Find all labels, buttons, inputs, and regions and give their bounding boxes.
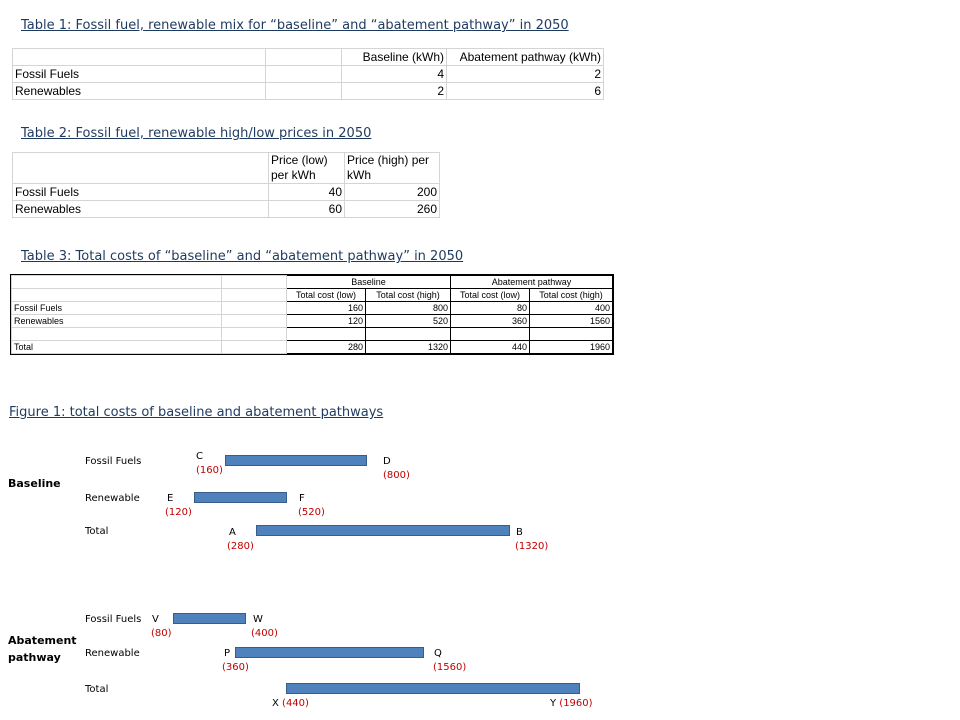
bar-baseline-total [256,525,510,536]
table1-header-abatement: Abatement pathway (kWh) [447,49,604,66]
table3-subheader: Total cost (low) [287,289,366,302]
point-w-letter: W [253,614,263,625]
point-v-letter: V [152,614,159,625]
point-c-letter: C [196,451,203,462]
table3-group-abatement: Abatement pathway [451,276,613,289]
point-p-letter: P [224,648,231,659]
point-f-letter: F [299,493,305,504]
baseline-renewable-label: Renewable [85,493,140,504]
point-a-letter: A [229,527,236,538]
table2 [12,152,440,218]
table3-cell: 120 [287,315,366,328]
table2-row-label: Fossil Fuels [13,184,269,201]
table2-header-high-line1: Price (high) per [347,153,430,167]
bar-abatement-total [286,683,580,694]
table3-cell: 800 [366,302,451,315]
table1-cell: 4 [342,66,447,83]
abatement-fossil-label: Fossil Fuels [85,614,142,625]
point-q-value: (1560) [433,662,467,673]
table2-header-high-line2: kWh [347,168,371,182]
point-x-letter: X [272,698,279,709]
table2-header-low-line1: Price (low) [271,153,328,167]
table3-row-label: Renewables [12,315,222,328]
table3-cell: 80 [451,302,530,315]
table3-total-cell: 1320 [366,341,451,354]
table2-row-label: Renewables [13,201,269,218]
point-p-value: (360) [222,662,249,673]
table2-cell: 200 [345,184,440,201]
table-row [13,83,604,100]
bar-abatement-renewable [235,647,424,658]
table2-header-high [345,153,440,184]
baseline-fossil-label: Fossil Fuels [85,456,142,467]
baseline-total-label: Total [85,526,109,537]
table1-cell: 6 [447,83,604,100]
table3-cell: 400 [530,302,613,315]
point-d-value: (800) [383,470,410,481]
table-row [12,276,613,289]
point-f-value: (520) [298,507,325,518]
table2-cell: 40 [269,184,345,201]
point-c-value: (160) [196,465,223,476]
table1-cell: 2 [447,66,604,83]
table3-subheader: Total cost (low) [451,289,530,302]
point-v-value: (80) [151,628,172,639]
abatement-group-label-line2: pathway [8,651,61,664]
table3 [11,275,613,354]
point-x [272,698,309,709]
table3-cell: 160 [287,302,366,315]
table-row [12,328,613,341]
table-row [13,153,440,184]
point-x-value: (440) [282,698,309,709]
bar-abatement-fossil [173,613,246,624]
table1-cell: 2 [342,83,447,100]
point-d-letter: D [383,456,391,467]
point-q-letter: Q [434,648,442,659]
baseline-group-label: Baseline [8,477,61,490]
point-b-letter: B [516,527,523,538]
table3-total-cell: 1960 [530,341,613,354]
table-row [12,341,613,354]
table1-row-label: Fossil Fuels [13,66,266,83]
table3-cell: 520 [366,315,451,328]
table3-row-label: Fossil Fuels [12,302,222,315]
table2-caption: Table 2: Fossil fuel, renewable high/low prices in 2050 [21,126,372,141]
table3-cell: 1560 [530,315,613,328]
bar-baseline-fossil [225,455,367,466]
table-row [12,315,613,328]
table3-cell: 360 [451,315,530,328]
table-row [13,49,604,66]
table-row [13,66,604,83]
point-e-letter: E [167,493,174,504]
table-row [13,184,440,201]
bar-baseline-renewable [194,492,287,503]
abatement-total-label: Total [85,684,109,695]
table3-subheader: Total cost (high) [366,289,451,302]
table3-subheader: Total cost (high) [530,289,613,302]
point-y-letter: Y [550,698,557,709]
table-row [12,289,613,302]
table2-header-low [269,153,345,184]
table1-caption: Table 1: Fossil fuel, renewable mix for “baseline” and “abatement pathway” in 2050 [21,18,569,33]
table3-total-cell: 280 [287,341,366,354]
table2-cell: 60 [269,201,345,218]
table1-header-baseline: Baseline (kWh) [342,49,447,66]
table-row [13,201,440,218]
point-b-value: (1320) [515,541,549,552]
point-y-value: (1960) [559,698,593,709]
table3-group-baseline: Baseline [287,276,451,289]
table3-total-cell: 440 [451,341,530,354]
point-a-value: (280) [227,541,254,552]
abatement-group-label-line1: Abatement [8,634,77,647]
table3-caption: Table 3: Total costs of “baseline” and “abatement pathway” in 2050 [21,249,464,264]
abatement-renewable-label: Renewable [85,648,140,659]
table1 [12,48,604,100]
table1-row-label: Renewables [13,83,266,100]
point-e-value: (120) [165,507,192,518]
table-row [12,302,613,315]
table2-header-low-line2: per kWh [271,168,316,182]
point-w-value: (400) [251,628,278,639]
figure1-caption: Figure 1: total costs of baseline and abatement pathways [9,405,384,420]
table3-total-label: Total [12,341,222,354]
point-y [550,698,593,709]
table2-cell: 260 [345,201,440,218]
